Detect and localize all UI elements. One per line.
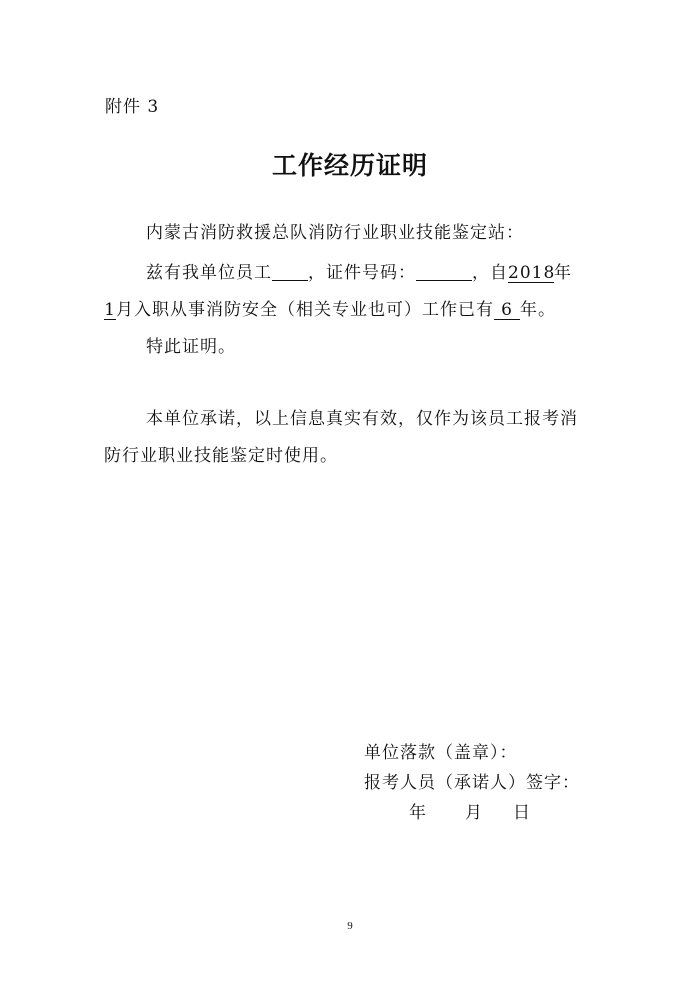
applicant-signature-label: 报考人员（承诺人）签字： bbox=[364, 773, 580, 793]
document-title: 工作经历证明 bbox=[271, 151, 428, 180]
years-count: 6 bbox=[494, 301, 520, 320]
start-month: 1 bbox=[104, 300, 116, 320]
text-segment: 年 bbox=[554, 263, 572, 283]
addressee: 内蒙古消防救援总队消防行业职业技能鉴定站： bbox=[146, 223, 524, 243]
unit-seal-label: 单位落款（盖章）： bbox=[364, 743, 518, 763]
id-number-blank[interactable] bbox=[416, 262, 472, 281]
text-segment: 年。 bbox=[520, 300, 556, 320]
date-year-label: 年 bbox=[409, 803, 426, 823]
attachment-label: 附件 3 bbox=[105, 97, 160, 117]
promise-line-1: 本单位承诺，以上信息真实有效，仅作为该员工报考消 bbox=[146, 409, 578, 429]
date-day-label: 日 bbox=[513, 803, 530, 823]
text-segment: 月入职从事消防安全（相关专业也可）工作已有 bbox=[116, 300, 494, 320]
page-number: 9 bbox=[347, 920, 353, 932]
text-segment: ，证件号码： bbox=[308, 263, 416, 283]
start-year: 2018 bbox=[508, 263, 556, 283]
date-month-label: 月 bbox=[465, 803, 482, 823]
employment-line-1 bbox=[146, 258, 572, 283]
text-segment: 兹有我单位员工 bbox=[146, 263, 272, 283]
text-segment: ，自 bbox=[472, 263, 508, 283]
employment-line-2 bbox=[104, 295, 556, 320]
employee-name-blank[interactable] bbox=[272, 262, 308, 281]
certify-text: 特此证明。 bbox=[146, 337, 236, 357]
promise-line-2: 防行业职业技能鉴定时使用。 bbox=[104, 446, 338, 466]
